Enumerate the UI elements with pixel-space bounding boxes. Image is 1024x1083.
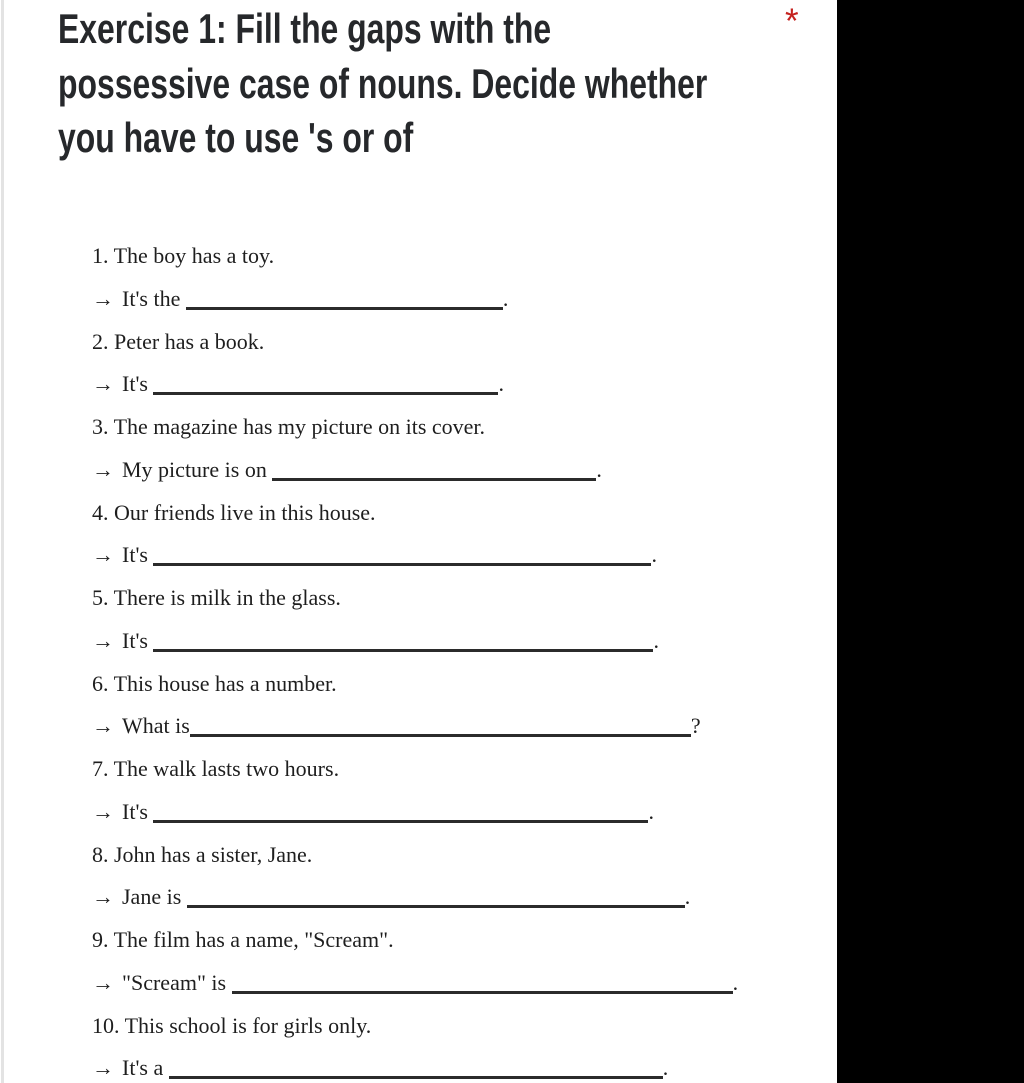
arrow-icon: → [92, 285, 114, 311]
answer-blank [272, 467, 596, 481]
card-left-border [1, 0, 4, 1083]
answer-line [92, 791, 812, 834]
title-line: you have to use 's or of [58, 114, 414, 161]
arrow-icon: → [92, 713, 114, 739]
answer-suffix: . [732, 969, 739, 995]
arrow-icon: → [92, 1055, 114, 1081]
arrow-icon: → [92, 371, 114, 397]
answer-blank [186, 296, 503, 310]
answer-line [92, 278, 812, 321]
answer-line [92, 1047, 812, 1083]
answer-blank [232, 980, 733, 994]
arrow-icon: → [92, 798, 114, 824]
sentence-line: 9. The film has a name, "Scream". [92, 927, 394, 952]
answer-suffix: . [651, 542, 657, 568]
answer-suffix: . [596, 456, 602, 482]
answer-line [92, 705, 812, 748]
answer-suffix: . [648, 798, 654, 824]
question-title [58, 2, 798, 166]
right-letterbox-panel [837, 0, 1024, 1083]
title-line: possessive case of nouns. Decide whether [58, 59, 708, 107]
answer-prefix: It's the [122, 285, 186, 311]
answer-suffix: . [653, 627, 659, 653]
sentence-line: 5. There is milk in the glass. [92, 585, 341, 610]
answer-suffix: . [498, 371, 504, 397]
sentence-line: 6. This house has a number. [92, 670, 337, 696]
arrow-icon: → [92, 542, 114, 568]
arrow-icon: → [92, 969, 114, 995]
sentence-line: 8. John has a sister, Jane. [92, 841, 313, 867]
arrow-icon: → [92, 884, 114, 910]
answer-line [92, 620, 812, 663]
answer-blank [169, 1065, 663, 1079]
answer-prefix: It's [122, 542, 154, 568]
arrow-icon: → [92, 627, 114, 653]
answer-prefix: It's [122, 627, 154, 653]
answer-blank [153, 552, 651, 566]
answer-prefix: It's [122, 798, 154, 824]
sentence-line: 7. The walk lasts two hours. [92, 756, 340, 781]
sentence-line: 1. The boy has a toy. [92, 243, 275, 268]
answer-prefix: Jane is [122, 884, 187, 910]
answer-blank [153, 381, 498, 395]
answer-line [92, 962, 812, 1005]
answer-line [92, 534, 812, 577]
answer-blank [153, 638, 653, 652]
answer-prefix: It's a [122, 1055, 169, 1081]
title-line: Exercise 1: Fill the gaps with the [58, 5, 552, 52]
answer-prefix: It's [122, 371, 154, 397]
exercise-body [92, 235, 812, 1083]
answer-suffix: ? [690, 713, 701, 739]
sentence-line: 4. Our friends live in this house. [92, 499, 376, 525]
answer-prefix: What is [122, 713, 190, 739]
sentence-line: 3. The magazine has my picture on its cover. [92, 414, 486, 439]
answer-line [92, 876, 812, 919]
answer-prefix: My picture is on [122, 456, 273, 482]
answer-line [92, 363, 812, 406]
arrow-icon: → [92, 456, 114, 482]
answer-suffix: . [684, 884, 691, 910]
answer-blank [153, 809, 648, 823]
answer-prefix: "Scream" is [122, 969, 232, 995]
required-asterisk: * [785, 2, 799, 41]
answer-suffix: . [502, 285, 509, 311]
answer-suffix: . [662, 1055, 669, 1081]
answer-blank [187, 894, 685, 908]
sentence-line: 10. This school is for girls only. [92, 1012, 372, 1038]
sentence-line: 2. Peter has a book. [92, 328, 265, 354]
answer-line [92, 449, 812, 492]
answer-blank [190, 723, 691, 737]
